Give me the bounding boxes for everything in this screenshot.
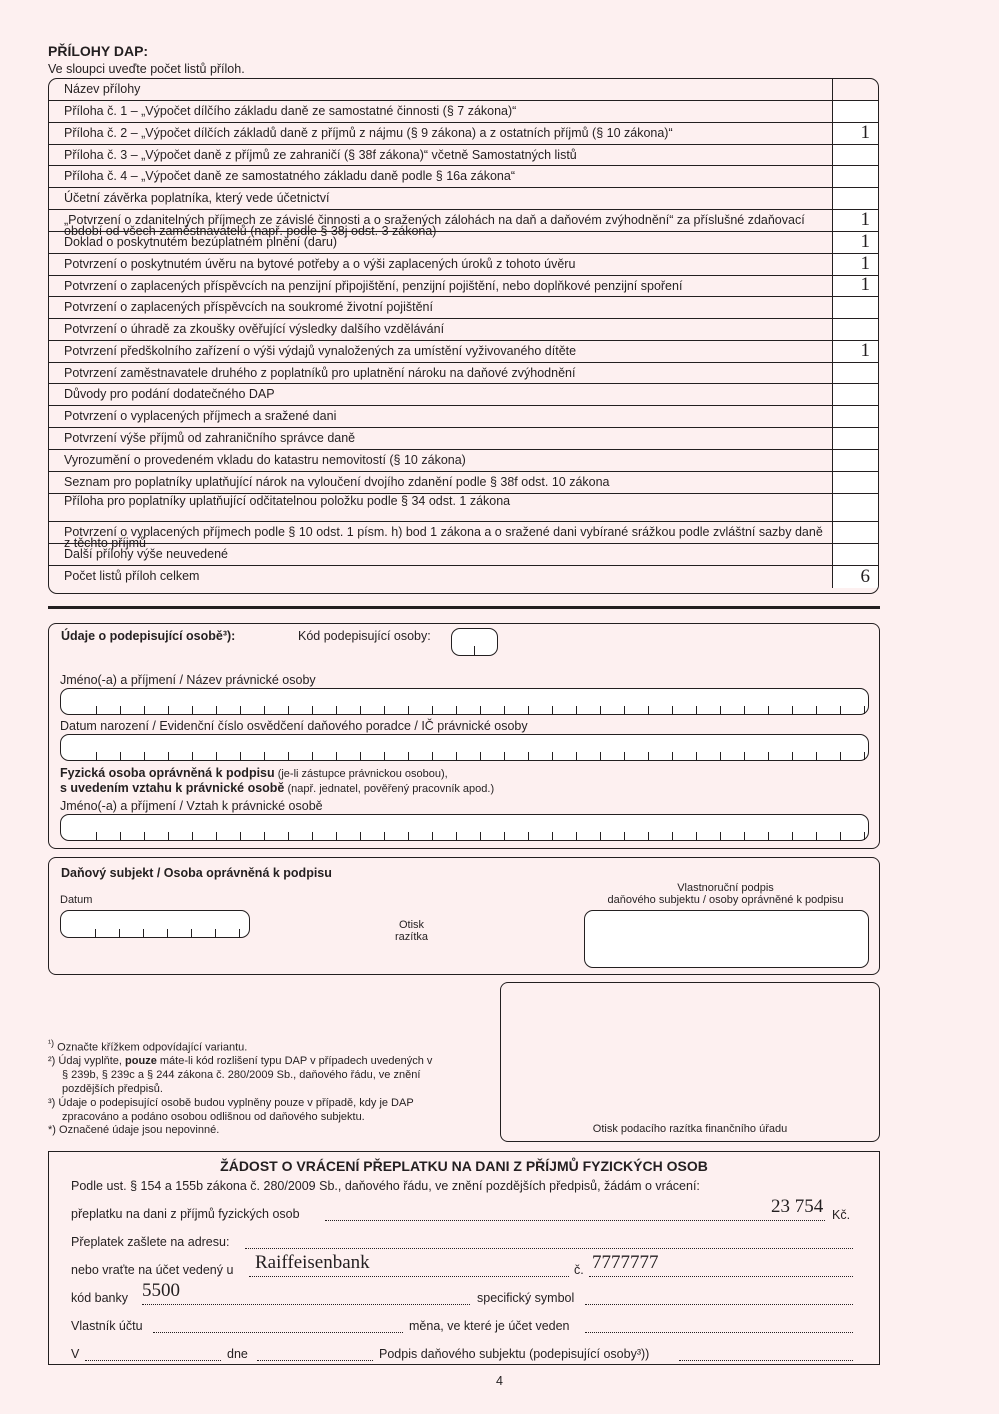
attachment-name: Potvrzení o úhradě za zkoušky ověřující výsledky dalšího vzdělávání [64, 322, 445, 336]
signer-code-input[interactable] [451, 628, 498, 656]
attachment-name: Důvody pro podání dodatečného DAP [64, 387, 275, 401]
attachment-count-cell[interactable] [832, 428, 878, 449]
footnote-2: ²) Údaj vyplňte, pouze máte-li kód rozlišení typu DAP v případech uvedených v § 239b, § 239c a § 244 zákona č. 280/2009 Sb., daňového řádu, ve znění pozdějších předpisů. [48, 1055, 433, 1096]
owner-input[interactable] [153, 1322, 403, 1333]
handwritten-signature-label: Vlastnoruční podpis daňového subjektu / osoby oprávněné k podpisu [607, 882, 844, 906]
table-row [49, 450, 878, 472]
attachment-count-cell[interactable] [832, 319, 878, 340]
signer-name-label: Jméno(-a) a příjmení / Název právnické osoby [60, 673, 316, 687]
relation-bold: s uvedením vztahu k právnické osobě [60, 781, 285, 795]
attachment-count-cell[interactable] [832, 101, 878, 122]
attachment-count: 1 [860, 122, 870, 143]
office-stamp-label: Otisk podacího razítka finančního úřadu [592, 1123, 788, 1135]
table-row [49, 254, 878, 276]
stamp-label: Otisk razítka [394, 919, 428, 943]
attachment-count-cell[interactable] [832, 297, 878, 318]
table-row [49, 232, 878, 254]
bank-value[interactable]: Raiffeisenbank [255, 1252, 370, 1273]
attachment-count-cell[interactable] [832, 145, 878, 165]
table-header [49, 79, 878, 101]
table-row [49, 384, 878, 406]
table-row [49, 297, 878, 319]
table-row [49, 101, 878, 123]
attachment-count-cell[interactable] [832, 341, 878, 362]
attachment-count-cell[interactable] [832, 210, 878, 231]
header-label: Název přílohy [64, 82, 141, 96]
signer-date-label: Datum narození / Evidenční číslo osvědčení daňového poradce / IČ právnické osoby [60, 719, 528, 733]
table-row [49, 472, 878, 494]
date-input[interactable] [257, 1350, 373, 1361]
physical-person-note: (je-li zástupce právnickou osobou), [274, 768, 448, 780]
table-row [49, 319, 878, 341]
table-row [49, 522, 878, 550]
attachment-count: 1 [860, 231, 870, 252]
attachment-name: Potvrzení o vyplacených příjmech a sražené dani [64, 409, 337, 423]
physical-person-bold: Fyzická osoba oprávněná k podpisu [60, 766, 275, 780]
signer-section [48, 623, 880, 849]
attachment-name: Potvrzení zaměstnavatele druhého z poplatníků pro uplatnění nároku na daňové zvýhodnění [64, 366, 576, 380]
signer-code-label: Kód podepisující osoby: [298, 629, 431, 643]
attachment-name: Potvrzení o poskytnutém úvěru na bytové potřeby a o výši zaplacených úroků z tohoto úvěru [64, 257, 576, 271]
owner-label: Vlastník účtu [71, 1319, 143, 1333]
refund-intro: Podle ust. § 154 a 155b zákona č. 280/2009 Sb., daňového řádu, ve znění pozdějších předpisů, žádám o vrácení: [71, 1179, 700, 1193]
attachments-subtitle: Ve sloupci uveďte počet listů příloh. [48, 62, 245, 76]
attachment-count-cell[interactable] [832, 254, 878, 275]
attachment-name: Potvrzení výše příjmů od zahraničního správce daně [64, 431, 356, 445]
footnote-1: $^{^1)}$ Označte křížkem odpovídající variantu. [48, 1038, 248, 1054]
attachment-name: Seznam pro poplatníky uplatňující nárok na vyloučení dvojího zdanění podle § 38f odst. 10 zákona [64, 475, 610, 489]
attachment-count: 1 [860, 209, 870, 230]
attachment-count-cell[interactable] [832, 450, 878, 471]
section-divider [48, 606, 880, 609]
attachment-count-cell[interactable] [832, 188, 878, 209]
signature-date-input[interactable] [60, 910, 250, 938]
signature-heading: Daňový subjekt / Osoba oprávněná k podpisu [61, 866, 332, 880]
attachment-count-cell[interactable] [832, 522, 878, 543]
table-row [49, 188, 878, 210]
table-row [49, 428, 878, 450]
attachment-name: Příloha č. 2 – „Výpočet dílčích základů daně z příjmů z nájmu (§ 9 zákona) a z ostatních příjmů (§ 10 zákona)“ [64, 126, 673, 140]
place-input[interactable] [85, 1350, 221, 1361]
header-count-cell [832, 79, 878, 100]
attachment-name: Počet listů příloh celkem [64, 569, 200, 583]
signer-date-input[interactable] [60, 734, 869, 761]
page-number: 4 [496, 1374, 503, 1388]
attachment-count-cell[interactable] [832, 232, 878, 253]
attachment-name: Účetní závěrka poplatníka, který vede účetnictví [64, 191, 330, 205]
account-currency-label: měna, ve které je účet veden [409, 1319, 570, 1333]
address-label: Přeplatek zašlete na adresu: [71, 1235, 230, 1249]
footnotes [48, 1037, 438, 1138]
overpayment-label: přeplatku na dani z příjmů fyzických osob [71, 1207, 300, 1221]
signature-date-label: Datum [60, 894, 93, 906]
attachment-name: Příloha č. 1 – „Výpočet dílčího základu daně ze samostatné činnosti (§ 7 zákona)“ [64, 104, 517, 118]
table-row [49, 494, 878, 522]
table-row [49, 566, 878, 588]
attachment-name: Příloha pro poplatníky uplatňující odčitatelnou položku podle § 34 odst. 1 zákona [64, 494, 511, 508]
signer-heading: Údaje o podepisující osobě³): [61, 629, 236, 643]
refund-title: ŽÁDOST O VRÁCENÍ PŘEPLATKU NA DANI Z PŘÍJMŮ FYZICKÝCH OSOB [220, 1158, 708, 1174]
overpayment-value[interactable]: 23 754 [771, 1196, 824, 1217]
office-stamp-box [500, 982, 880, 1142]
sign-input[interactable] [679, 1350, 853, 1361]
account-number-label: č. [574, 1263, 584, 1277]
attachments-table [48, 78, 879, 594]
attachment-name: Příloha č. 3 – „Výpočet daně z příjmů ze zahraničí (§ 38f zákona)“ včetně Samostatných listů [64, 148, 577, 162]
attachment-name: Potvrzení o zaplacených příspěvcích na soukromé životní pojištění [64, 300, 433, 314]
bank-label: nebo vraťte na účet vedený u [71, 1263, 234, 1277]
bank-code-label: kód banky [71, 1291, 128, 1305]
table-row [49, 209, 878, 238]
attachment-count-cell[interactable] [832, 544, 878, 565]
attachment-count-cell[interactable] [832, 166, 878, 187]
table-row [49, 363, 878, 384]
attachment-count-cell[interactable] [832, 384, 878, 405]
place-label: V [71, 1347, 80, 1361]
attachment-count: 1 [860, 274, 870, 295]
specific-symbol-input[interactable] [585, 1294, 853, 1305]
account-number-value[interactable]: 7777777 [592, 1252, 659, 1273]
attachment-name: Příloha č. 4 – „Výpočet daně ze samostatného základu daně podle § 16a zákona“ [64, 169, 515, 183]
attachment-count-cell[interactable] [832, 123, 878, 144]
attachment-count-cell[interactable] [832, 276, 878, 296]
attachment-count: 6 [860, 566, 870, 587]
attachment-name: Vyrozumění o provedeném vkladu do katastru nemovitostí (§ 10 zákona) [64, 453, 466, 467]
attachment-count-cell[interactable] [832, 363, 878, 383]
signer-name-input[interactable] [60, 688, 869, 715]
sign-label: Podpis daňového subjektu (podepisující osoby³)) [379, 1347, 650, 1361]
attachment-count-cell[interactable] [832, 566, 878, 588]
specific-symbol-label: specifický symbol [477, 1291, 575, 1305]
attachment-name: Potvrzení o vyplacených příjmech podle § 10 odst. 1 písm. h) bod 1 zákona a o sražené dani vybírané srážkou podle zvláštní sazby daně z těchto příjmů [64, 525, 823, 550]
attachment-name: Další přílohy výše neuvedené [64, 547, 228, 561]
attachment-count-cell[interactable] [832, 494, 878, 521]
currency-label: Kč. [832, 1208, 851, 1222]
attachment-name: Potvrzení o zaplacených příspěvcích na penzijní připojištění, penzijní pojištění, nebo doplňkové penzijní spoření [64, 279, 683, 293]
table-row [49, 341, 878, 363]
account-currency-input[interactable] [585, 1322, 853, 1333]
footnote-4: *) Označené údaje jsou nepovinné. [48, 1124, 220, 1137]
attachment-count-cell[interactable] [832, 472, 878, 493]
attachment-count: 1 [860, 253, 870, 274]
attachments-title: PŘÍLOHY DAP: [48, 43, 149, 59]
bank-code-value[interactable]: 5500 [142, 1280, 180, 1301]
table-row [49, 544, 878, 566]
relation-input[interactable] [60, 814, 869, 841]
address-input[interactable] [245, 1238, 853, 1249]
attachment-count: 1 [860, 340, 870, 361]
table-row [49, 145, 878, 166]
table-row [49, 406, 878, 428]
relation-label: Jméno(-a) a příjmení / Vztah k právnické osobě [60, 799, 323, 813]
footnote-3: ³) Údaje o podepisující osobě budou vyplněny pouze v případě, kdy je DAP zpracováno a podáno osobou odlišnou od daňového subjektu. [48, 1096, 414, 1123]
table-row [49, 123, 878, 145]
attachment-name: Potvrzení předškolního zařízení o výši výdajů vynaložených za umístění vyživovaného dítěte [64, 344, 577, 358]
attachment-name: Doklad o poskytnutém bezúplatném plnění (daru) [64, 235, 338, 249]
refund-section [48, 1151, 880, 1365]
table-row [49, 276, 878, 297]
table-row [49, 166, 878, 188]
attachment-count-cell[interactable] [832, 406, 878, 427]
attachment-name: „Potvrzení o zdanitelných příjmech ze závislé činnosti a o sražených zálohách na daň a daňovém zvýhodnění“ za příslušné zdaňovací období od všech zaměstnavatelů (např. podle § 38j odst. 3 zákona) [64, 213, 805, 238]
date-label: dne [227, 1347, 248, 1361]
relation-note: (např. jednatel, pověřený pracovník apod.) [284, 783, 495, 795]
signature-input[interactable] [584, 910, 869, 968]
signature-section [48, 857, 880, 975]
